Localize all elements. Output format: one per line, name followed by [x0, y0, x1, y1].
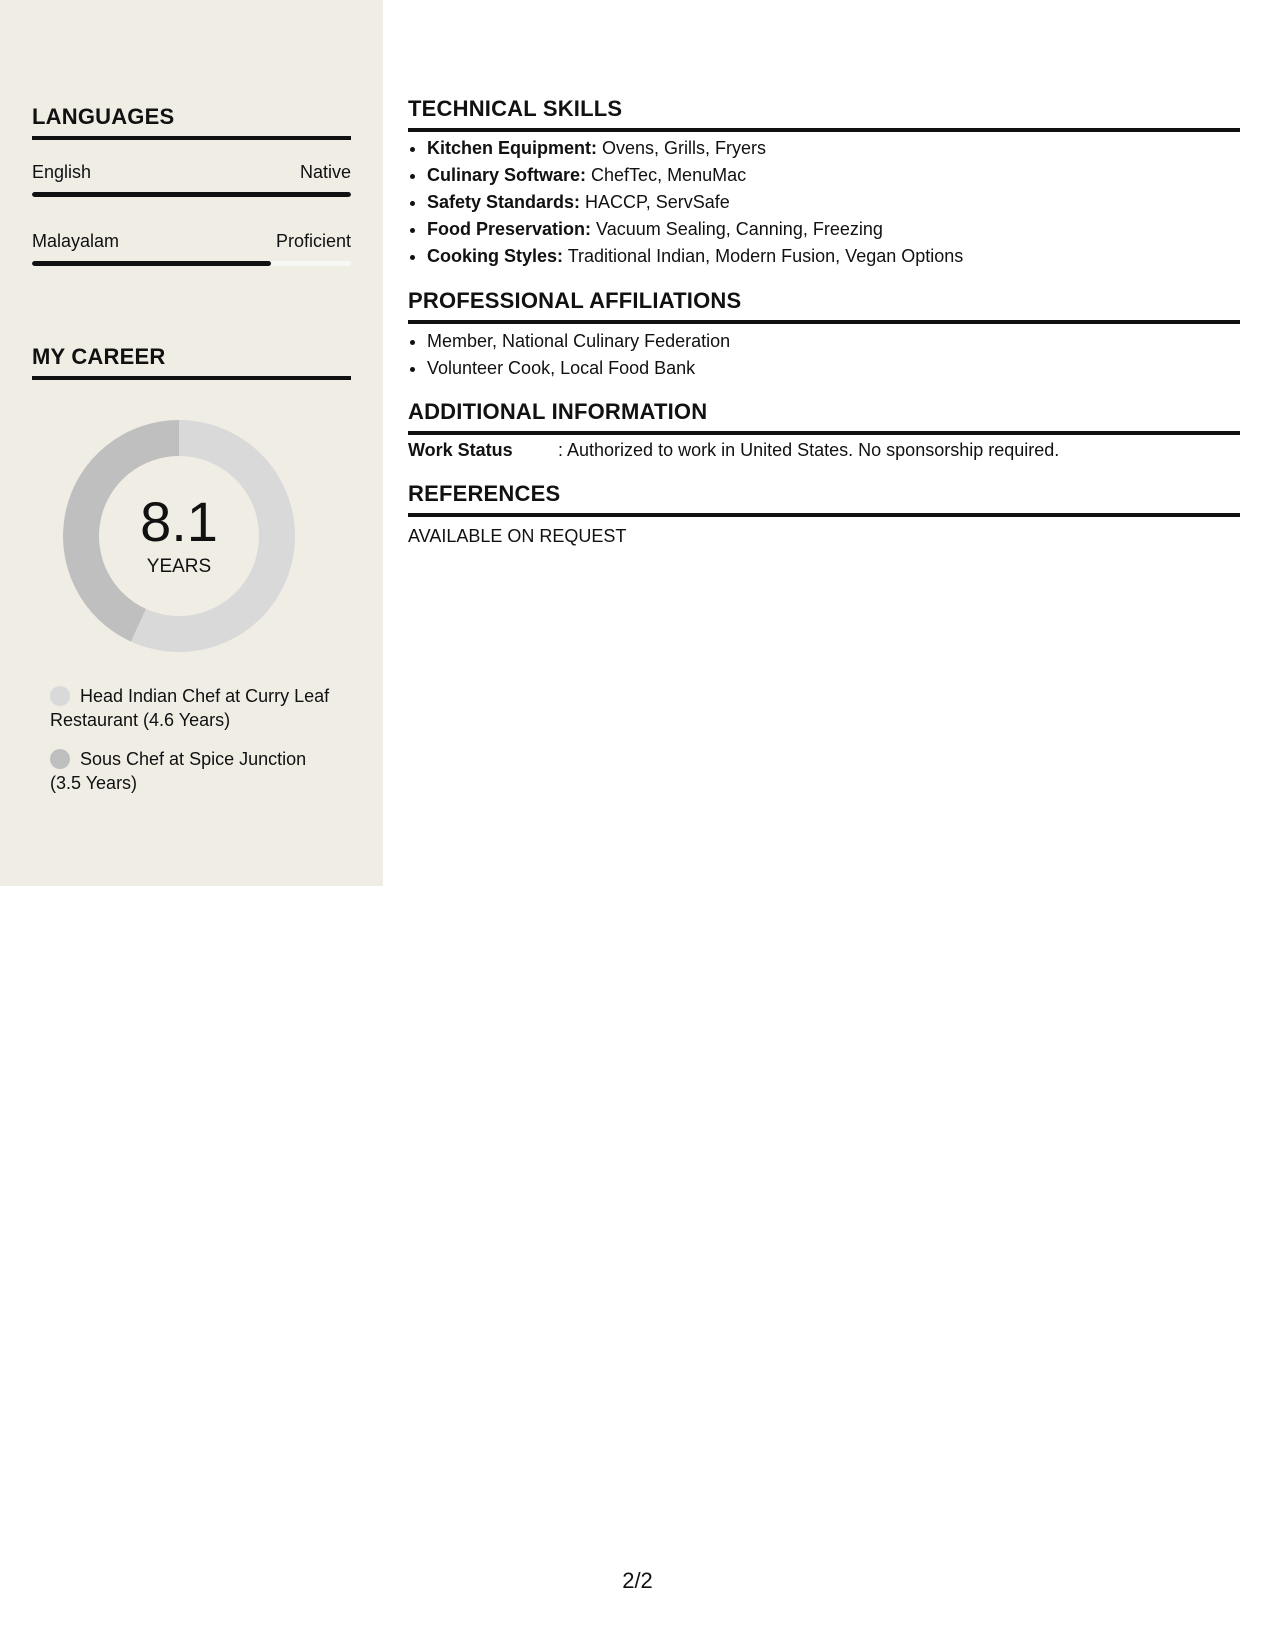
language-name: Malayalam: [32, 231, 120, 251]
work-status-row: [408, 440, 1240, 461]
language-level: Proficient: [275, 231, 351, 251]
language-level: Native: [299, 162, 351, 182]
list-item: • Safety Standards: HACCP, ServSafe: [427, 189, 1259, 216]
language-bar-fill: [32, 261, 271, 266]
list-item: • Cooking Styles: Traditional Indian, Modern Fusion, Vegan Options: [427, 243, 1259, 270]
legend-dot-icon: [50, 686, 70, 706]
list-item: • Member, National Culinary Federation: [427, 328, 1259, 355]
legend-dot-icon: [50, 749, 70, 769]
list-item: • Kitchen Equipment: Ovens, Grills, Fryers: [427, 135, 1259, 162]
career-legend-item: [50, 684, 340, 732]
career-donut: [63, 420, 295, 652]
sidebar: [0, 0, 383, 886]
language-bar-malayalam: [32, 261, 351, 266]
technical-skills-list: [408, 135, 1259, 270]
affiliations-list: [408, 328, 1259, 382]
language-row-malayalam: [32, 231, 351, 252]
page-number: 2/2: [622, 1568, 653, 1593]
technical-skills-heading: TECHNICAL SKILLS: [408, 96, 1240, 132]
references-heading: REFERENCES: [408, 481, 1240, 517]
career-total-unit: YEARS: [146, 556, 212, 577]
work-status-label: Work Status: [408, 440, 513, 460]
career-legend-item: [50, 747, 340, 795]
list-item: • Volunteer Cook, Local Food Bank: [427, 355, 1259, 382]
language-bar-english: [32, 192, 351, 197]
language-bar-fill: [32, 192, 351, 197]
career-donut-center: [63, 420, 295, 652]
work-status-value: : Authorized to work in United States. No sponsorship required.: [558, 440, 1060, 460]
additional-info-heading: ADDITIONAL INFORMATION: [408, 399, 1240, 435]
career-legend-label: Sous Chef at Spice Junction (3.5 Years): [50, 749, 307, 793]
language-name: English: [32, 162, 92, 182]
list-item: • Food Preservation: Vacuum Sealing, Canning, Freezing: [427, 216, 1259, 243]
career-heading: MY CAREER: [32, 344, 351, 380]
affiliations-heading: PROFESSIONAL AFFILIATIONS: [408, 288, 1240, 324]
references-text: AVAILABLE ON REQUEST: [408, 526, 627, 546]
list-item: • Culinary Software: ChefTec, MenuMac: [427, 162, 1259, 189]
languages-heading: LANGUAGES: [32, 104, 351, 140]
language-row-english: [32, 162, 351, 183]
career-legend-label: Head Indian Chef at Curry Leaf Restaurant (4.6 Years): [50, 686, 330, 730]
career-total-years: 8.1: [140, 490, 218, 553]
